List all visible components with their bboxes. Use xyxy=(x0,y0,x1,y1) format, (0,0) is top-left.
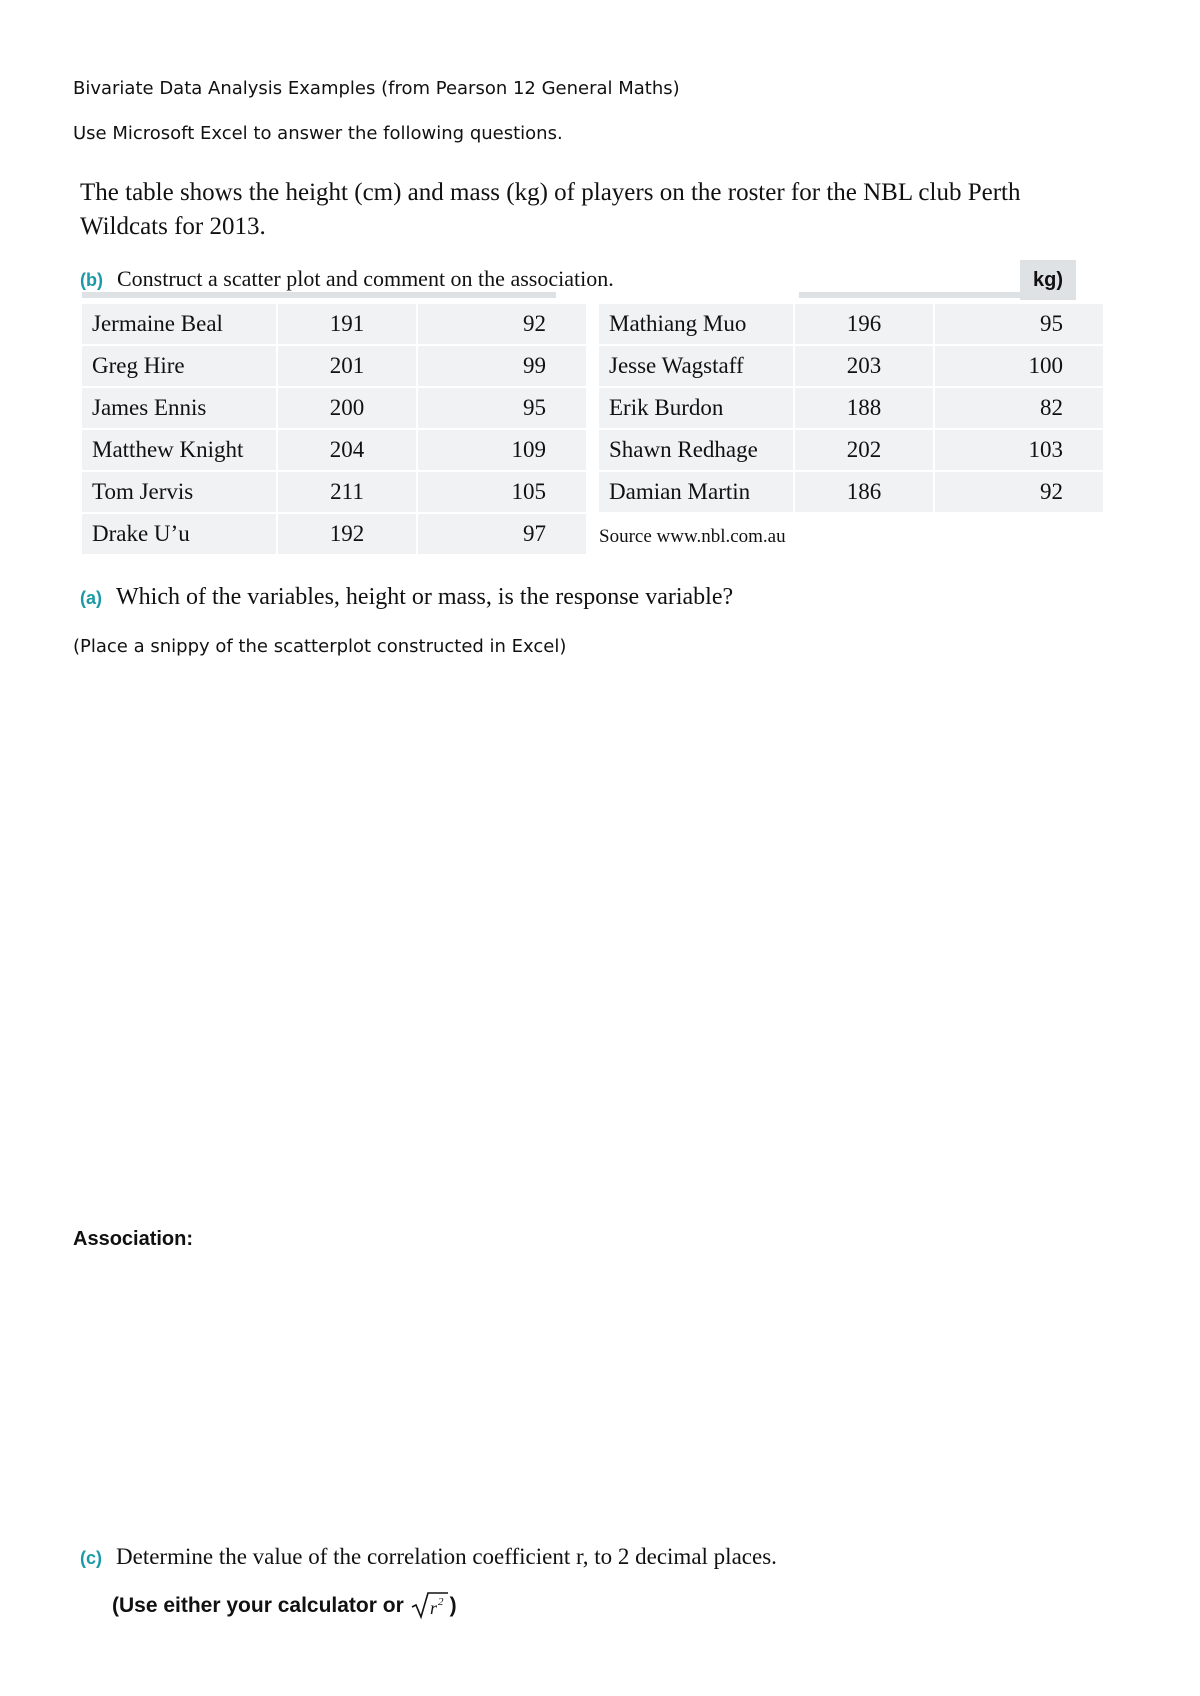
partial-column-header: kg) xyxy=(1020,260,1076,300)
part-b-text: Construct a scatter plot and comment on the association. xyxy=(116,266,614,291)
table-row xyxy=(82,514,586,554)
player-height: 192 xyxy=(278,514,416,554)
player-name: James Ennis xyxy=(82,388,276,428)
player-mass: 95 xyxy=(935,304,1103,344)
table-row xyxy=(82,388,586,428)
player-height: 201 xyxy=(278,346,416,386)
table-row xyxy=(599,346,1103,386)
table-row xyxy=(599,472,1103,512)
svg-text:r: r xyxy=(429,1598,437,1618)
player-mass: 100 xyxy=(935,346,1103,386)
table-source: Source www.nbl.com.au xyxy=(599,526,786,547)
part-a-label: (a) xyxy=(80,588,102,608)
calculator-note-suffix: ) xyxy=(449,1594,457,1617)
document-title: Bivariate Data Analysis Examples (from Pearson 12 General Maths) xyxy=(73,78,680,99)
player-name: Shawn Redhage xyxy=(599,430,793,470)
player-height: 203 xyxy=(795,346,933,386)
instruction-text: Use Microsoft Excel to answer the following questions. xyxy=(73,123,563,144)
player-height: 191 xyxy=(278,304,416,344)
table-header-band-left xyxy=(82,292,556,298)
players-table-left xyxy=(80,302,588,556)
svg-text:2: 2 xyxy=(437,1596,444,1608)
player-height: 200 xyxy=(278,388,416,428)
player-mass: 99 xyxy=(418,346,586,386)
scatterplot-placeholder-note: (Place a snippy of the scatterplot constructed in Excel) xyxy=(73,636,567,657)
table-row xyxy=(82,430,586,470)
part-a-question xyxy=(80,584,733,611)
player-mass: 103 xyxy=(935,430,1103,470)
table-row xyxy=(82,304,586,344)
players-table-right xyxy=(597,302,1105,514)
player-height: 211 xyxy=(278,472,416,512)
calculator-note xyxy=(112,1590,457,1620)
part-c-text: Determine the value of the correlation coefficient r, to 2 decimal places. xyxy=(116,1544,777,1569)
player-name: Jesse Wagstaff xyxy=(599,346,793,386)
sqrt-r-squared-icon xyxy=(410,1590,450,1620)
player-name: Drake U’u xyxy=(82,514,276,554)
player-mass: 92 xyxy=(418,304,586,344)
association-label: Association: xyxy=(73,1228,194,1250)
part-b-label: (b) xyxy=(80,270,103,290)
problem-intro: The table shows the height (cm) and mass (kg) of players on the roster for the NBL club Perth Wildcats for 2013. xyxy=(80,179,1021,240)
part-c-label: (c) xyxy=(80,1548,102,1568)
player-name: Damian Martin xyxy=(599,472,793,512)
calculator-note-prefix: (Use either your calculator or xyxy=(112,1594,410,1617)
table-row xyxy=(599,304,1103,344)
player-name: Matthew Knight xyxy=(82,430,276,470)
part-a-text: Which of the variables, height or mass, is the response variable? xyxy=(116,584,734,610)
player-height: 188 xyxy=(795,388,933,428)
player-mass: 95 xyxy=(418,388,586,428)
player-height: 186 xyxy=(795,472,933,512)
table-row xyxy=(599,388,1103,428)
player-mass: 105 xyxy=(418,472,586,512)
player-height: 204 xyxy=(278,430,416,470)
player-name: Tom Jervis xyxy=(82,472,276,512)
player-name: Erik Burdon xyxy=(599,388,793,428)
player-mass: 97 xyxy=(418,514,586,554)
table-row xyxy=(599,430,1103,470)
table-row xyxy=(82,346,586,386)
player-name: Mathiang Muo xyxy=(599,304,793,344)
table-row xyxy=(82,472,586,512)
player-height: 196 xyxy=(795,304,933,344)
player-name: Jermaine Beal xyxy=(82,304,276,344)
player-name: Greg Hire xyxy=(82,346,276,386)
player-mass: 82 xyxy=(935,388,1103,428)
player-height: 202 xyxy=(795,430,933,470)
part-c-question xyxy=(80,1544,777,1570)
part-b-question xyxy=(80,266,614,292)
player-mass: 92 xyxy=(935,472,1103,512)
player-mass: 109 xyxy=(418,430,586,470)
